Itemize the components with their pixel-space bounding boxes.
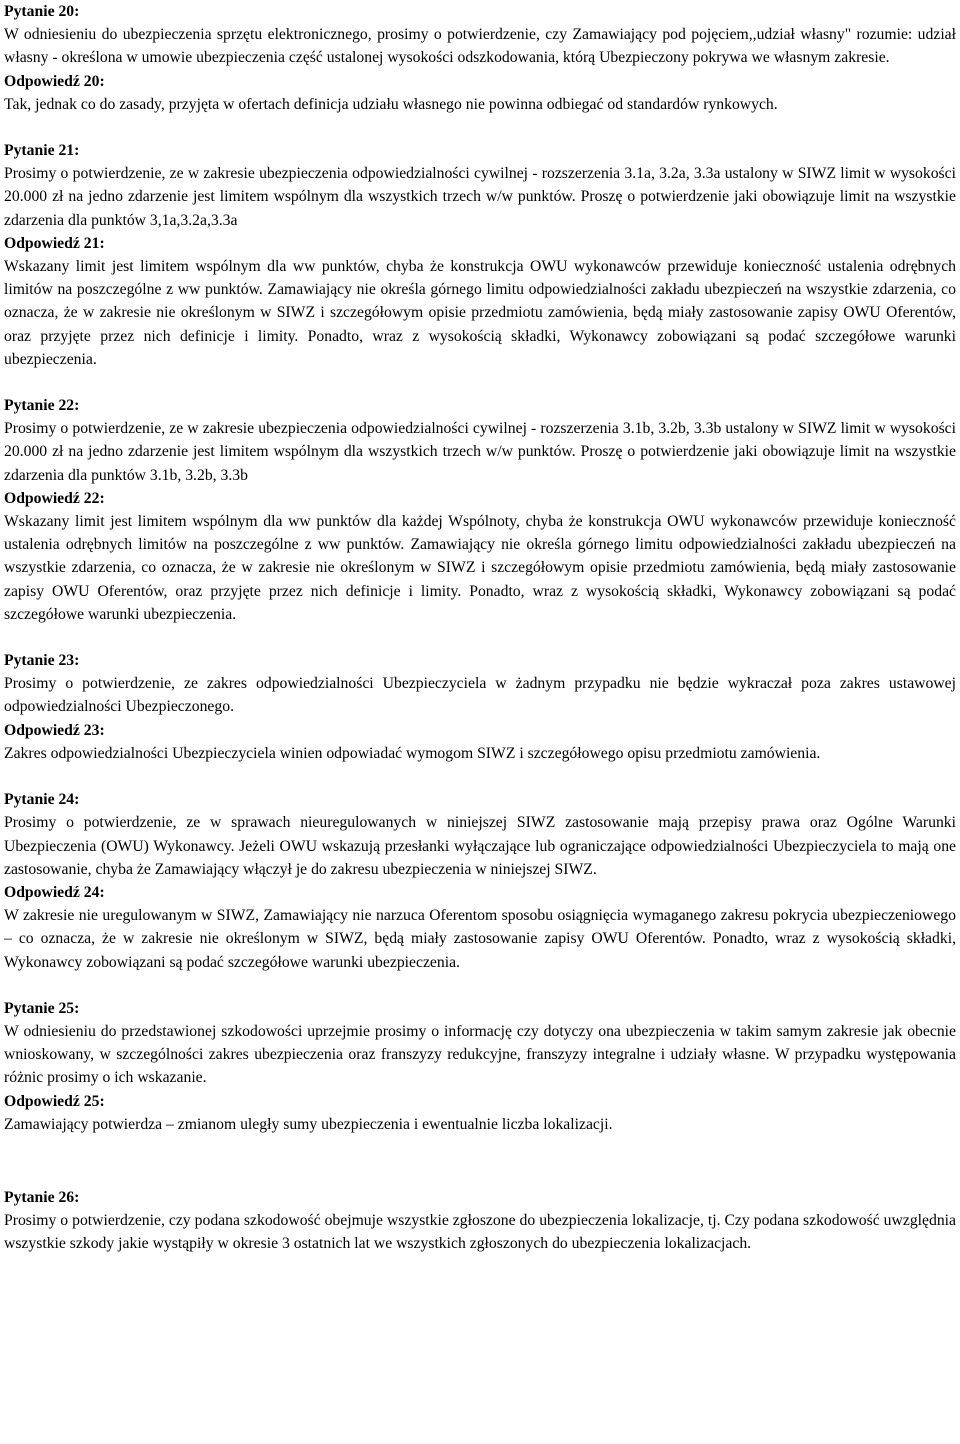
question-text: Prosimy o potwierdzenie, ze zakres odpowiedzialności Ubezpieczyciela w żadnym przypadku nie będzie wykraczał poza zakres ustawowej odpowiedzialności Ubezpieczonego. bbox=[4, 675, 956, 716]
question-label: Pytanie 23: bbox=[4, 652, 80, 670]
paragraph-gap bbox=[4, 116, 956, 139]
answer-label: Odpowiedź 24: bbox=[4, 883, 105, 901]
answer-label: Odpowiedź 22: bbox=[4, 489, 105, 507]
qa-block-22 bbox=[4, 394, 956, 626]
answer-text: Wskazany limit jest limitem wspólnym dla ww punktów dla każdej Wspólnoty, chyba że konstrukcja OWU wykonawców przewiduje konieczność ustalenia odrębnych limitów na poszczególne z ww punktów. Zamawiający nie określa górnego limitu odpowiedzialności zakładu ubezpieczeń na wszystkie zdarzenia, co oznacza, że w zakresie nie określonym w SIWZ i szczegółowym opisie przedmiotu zamówienia, będą miały zastosowanie zapisy OWU Oferentów, oraz przyjęte przez nich definicje i limity. Ponadto, wraz z wysokością składki, Wykonawcy zobowiązani są podać szczegółowe warunki ubezpieczenia. bbox=[4, 513, 956, 623]
answer-label: Odpowiedź 20: bbox=[4, 72, 105, 90]
question-text: W odniesieniu do przedstawionej szkodowości uprzejmie prosimy o informację czy dotyczy ona ubezpieczenia w takim samym zakresie jak obecnie wnioskowany, w szczególności zakres ubezpieczenia oraz franszyzy redukcyjne, franszyzy integralne i udziały własne. W przypadku występowania różnic prosimy o ich wskazanie. bbox=[4, 1022, 956, 1087]
question-label: Pytanie 20: bbox=[4, 3, 80, 20]
qa-block-20 bbox=[4, 0, 956, 116]
question-label: Pytanie 22: bbox=[4, 397, 80, 415]
answer-label: Odpowiedź 21: bbox=[4, 234, 105, 252]
question-text: Prosimy o potwierdzenie, czy podana szkodowość obejmuje wszystkie zgłoszone do ubezpieczenia lokalizacje, tj. Czy podana szkodowość uwzględnia wszystkie szkody jakie wystąpiły w okresie 3 ostatnich lat we wszystkich zgłoszonych do ubezpieczenia lokalizacjach. bbox=[4, 1212, 956, 1253]
qa-block-25 bbox=[4, 997, 956, 1136]
paragraph-gap bbox=[4, 974, 956, 997]
question-label: Pytanie 21: bbox=[4, 142, 80, 160]
question-label: Pytanie 24: bbox=[4, 791, 80, 809]
qa-block-26 bbox=[4, 1186, 956, 1256]
paragraph-gap bbox=[4, 765, 956, 788]
paragraph-gap bbox=[4, 1136, 956, 1186]
question-text: W odniesieniu do ubezpieczenia sprzętu elektronicznego, prosimy o potwierdzenie, czy Zamawiający pod pojęciem,,udział własny" rozumie: udział własny - określona w umowie ubezpieczenia część ustalonej wysokości odszkodowania, którą Ubezpieczony pokrywa we własnym zakresie. bbox=[4, 26, 956, 67]
answer-text: Tak, jednak co do zasady, przyjęta w ofertach definicja udziału własnego nie powinna odbiegać od standardów rynkowych. bbox=[4, 95, 778, 113]
qa-block-24 bbox=[4, 788, 956, 974]
paragraph-gap bbox=[4, 626, 956, 649]
answer-label: Odpowiedź 25: bbox=[4, 1092, 105, 1110]
qa-block-23 bbox=[4, 649, 956, 765]
question-label: Pytanie 25: bbox=[4, 999, 80, 1017]
answer-text: Zakres odpowiedzialności Ubezpieczyciela winien odpowiadać wymogom SIWZ i szczegółowego opisu przedmiotu zamówienia. bbox=[4, 744, 821, 762]
qa-block-21 bbox=[4, 139, 956, 371]
question-label: Pytanie 26: bbox=[4, 1188, 80, 1206]
answer-label: Odpowiedź 23: bbox=[4, 721, 105, 739]
question-text: Prosimy o potwierdzenie, ze w zakresie ubezpieczenia odpowiedzialności cywilnej - rozszerzenia 3.1a, 3.2a, 3.3a ustalony w SIWZ limit w wysokości 20.000 zł na jedno zdarzenie jest limitem wspólnym dla wszystkich trzech w/w punktów. Proszę o potwierdzenie jaki obowiązuje limit na wszystkie zdarzenia dla punktów 3,1a,3.2a,3.3a bbox=[4, 165, 956, 229]
question-text: Prosimy o potwierdzenie, ze w sprawach nieuregulowanych w niniejszej SIWZ zastosowanie mają przepisy prawa oraz Ogólne Warunki Ubezpieczenia (OWU) Wykonawcy. Jeżeli OWU wskazują przesłanki wyłączające lub ograniczające odpowiedzialności Ubezpieczyciela to mają one zastosowanie, chyba że Zamawiający włączył je do zakresu ubezpieczenia w niniejszej SIWZ. bbox=[4, 814, 956, 878]
answer-text: Wskazany limit jest limitem wspólnym dla ww punktów, chyba że konstrukcja OWU wykonawców przewiduje konieczność ustalenia odrębnych limitów na poszczególne z ww punktów. Zamawiający nie określa górnego limitu odpowiedzialności zakładu ubezpieczeń na wszystkie zdarzenia, co oznacza, że w zakresie nie określonym w SIWZ i szczegółowym opisie przedmiotu zamówienia, będą miały zastosowanie zapisy OWU Oferentów, oraz przyjęte przez nich definicje i limity. Ponadto, wraz z wysokością składki, Wykonawcy zobowiązani są podać szczegółowe warunki ubezpieczenia. bbox=[4, 258, 956, 368]
paragraph-gap bbox=[4, 371, 956, 394]
question-text: Prosimy o potwierdzenie, ze w zakresie ubezpieczenia odpowiedzialności cywilnej - rozszerzenia 3.1b, 3.2b, 3.3b ustalony w SIWZ limit w wysokości 20.000 zł na jedno zdarzenie jest limitem wspólnym dla wszystkich trzech w/w punktów. Proszę o potwierdzenie jaki obowiązuje limit na wszystkie zdarzenia dla punktów 3.1b, 3.2b, 3.3b bbox=[4, 420, 956, 484]
answer-text: Zamawiający potwierdza – zmianom uległy sumy ubezpieczenia i ewentualnie liczba lokalizacji. bbox=[4, 1115, 613, 1133]
answer-text: W zakresie nie uregulowanym w SIWZ, Zamawiający nie narzuca Oferentom sposobu osiągnięcia wymaganego zakresu pokrycia ubezpieczeniowego – co oznacza, że w zakresie nie określonym w SIWZ, będą miały zastosowanie zapisy OWU Oferentów. Ponadto, wraz z wysokością składki, Wykonawcy zobowiązani są podać szczegółowe warunki ubezpieczenia. bbox=[4, 907, 956, 971]
